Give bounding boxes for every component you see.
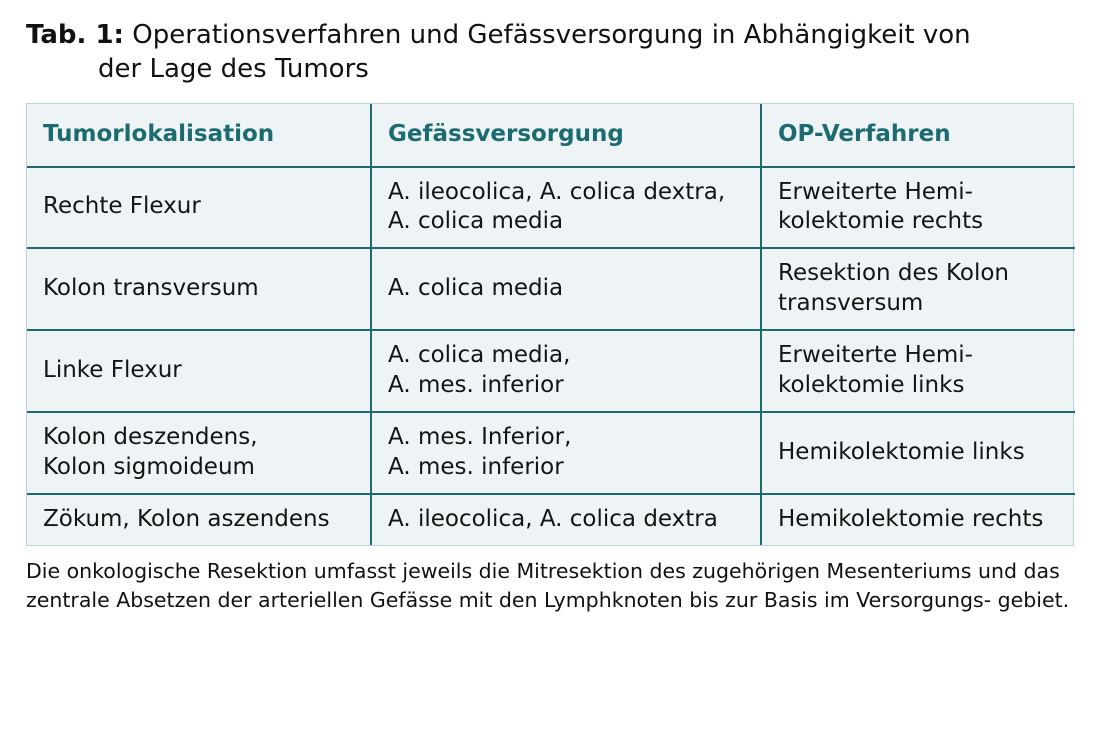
cell-op-verfahren	[761, 248, 1075, 330]
cell-line: transversum	[778, 290, 924, 317]
cell-line: Kolon transversum	[43, 275, 259, 302]
cell-gefaessversorgung	[371, 167, 761, 249]
footnote-line: das zentrale Absetzen der arteriellen Gefässe mit den Lymphknoten bis zur Basis im Versorgungs-	[26, 558, 1060, 612]
cell-line: Erweiterte Hemi-	[778, 342, 973, 369]
cell-op-verfahren	[761, 412, 1075, 494]
cell-line: A. ileocolica, A. colica dextra,	[388, 178, 726, 205]
table-header-row	[27, 104, 1075, 167]
cell-line: Hemikolektomie rechts	[778, 505, 1044, 532]
cell-line: Linke Flexur	[43, 357, 182, 384]
cell-tumorlokalisation	[27, 412, 371, 494]
figure-caption	[26, 18, 1074, 87]
caption-text-line1: Operationsverfahren und Gefässversorgung in Abhängigkeit von	[132, 20, 971, 50]
cell-line: kolektomie rechts	[778, 208, 984, 235]
caption-label: Tab. 1:	[26, 20, 124, 50]
cell-line: Zökum, Kolon aszendens	[43, 505, 330, 532]
cell-line: Kolon deszendens,	[43, 423, 258, 450]
cell-line: A. ileocolica, A. colica dextra	[388, 505, 718, 532]
cell-line: kolektomie links	[778, 371, 965, 398]
cell-tumorlokalisation	[27, 494, 371, 545]
cell-line: A. mes. Inferior,	[388, 423, 572, 450]
cell-op-verfahren	[761, 167, 1075, 249]
table-row	[27, 494, 1075, 545]
cell-gefaessversorgung	[371, 248, 761, 330]
column-header-op-verfahren: OP-Verfahren	[761, 104, 1075, 167]
cell-gefaessversorgung	[371, 412, 761, 494]
table-row	[27, 330, 1075, 412]
cell-line: Kolon sigmoideum	[43, 453, 255, 480]
cell-gefaessversorgung	[371, 330, 761, 412]
cell-tumorlokalisation	[27, 167, 371, 249]
cell-line: A. mes. inferior	[388, 453, 564, 480]
cell-tumorlokalisation	[27, 248, 371, 330]
cell-line: Hemikolektomie links	[778, 438, 1025, 465]
cell-gefaessversorgung	[371, 494, 761, 545]
cell-line: A. colica media	[388, 208, 564, 235]
cell-op-verfahren	[761, 330, 1075, 412]
cell-line: Resektion des Kolon	[778, 260, 1010, 287]
footnote-line: Die onkologische Resektion umfasst jeweils die Mitresektion des zugehörigen Mesenteriums und	[26, 558, 1017, 583]
cell-line: A. colica media,	[388, 342, 571, 369]
column-header-tumorlokalisation: Tumorlokalisation	[27, 104, 371, 167]
cell-line: Rechte Flexur	[43, 193, 201, 220]
cell-line: A. mes. inferior	[388, 371, 564, 398]
footnote-line: gebiet.	[997, 587, 1070, 612]
cell-line: Erweiterte Hemi-	[778, 178, 973, 205]
cell-line: A. colica media	[388, 275, 564, 302]
table-footnote	[26, 557, 1074, 615]
caption-text-line2: der Lage des Tumors	[98, 54, 369, 85]
table-row	[27, 167, 1075, 249]
cell-op-verfahren	[761, 494, 1075, 545]
data-table	[27, 104, 1075, 545]
table-row	[27, 248, 1075, 330]
table-header	[27, 104, 1075, 167]
table-row	[27, 412, 1075, 494]
cell-tumorlokalisation	[27, 330, 371, 412]
column-header-gefaessversorgung: Gefässversorgung	[371, 104, 761, 167]
table-body	[27, 167, 1075, 545]
table-container	[26, 103, 1074, 546]
